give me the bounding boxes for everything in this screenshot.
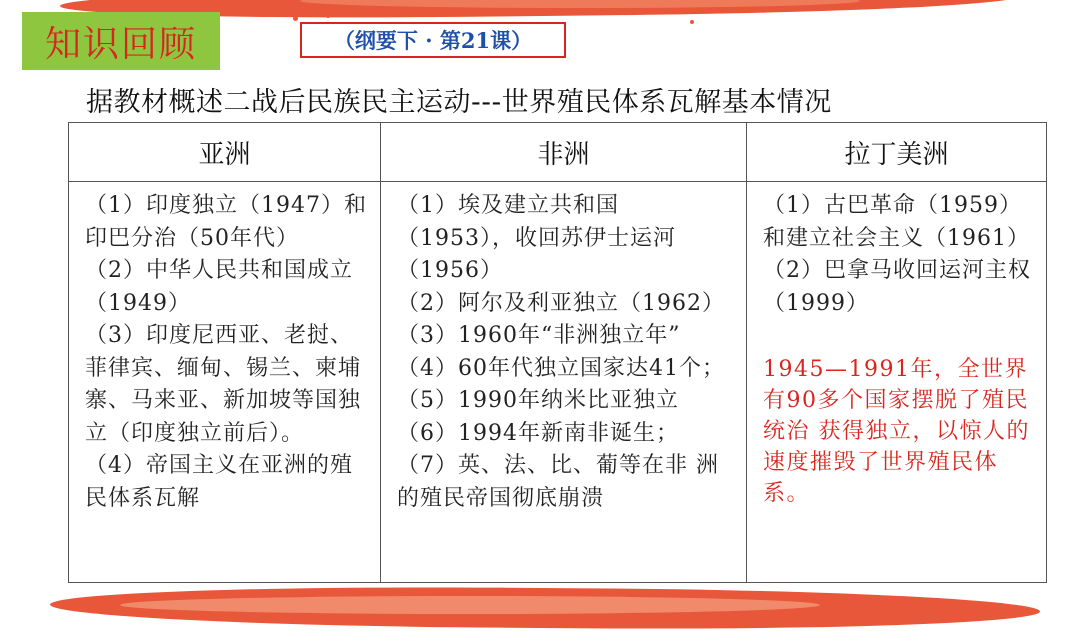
latin-item: （1）古巴革命（1959）和建立社会主义（1961） bbox=[763, 193, 1030, 251]
review-label: 知识回顾 bbox=[44, 23, 197, 65]
africa-item: （3）1960年“非洲独立年” bbox=[397, 323, 681, 348]
lesson-label-box bbox=[300, 22, 566, 58]
header-latin-america: 拉丁美洲 bbox=[747, 123, 1047, 182]
decor-dot bbox=[326, 14, 330, 18]
bottom-brush-highlight bbox=[120, 596, 820, 614]
africa-item: （7）英、法、比、葡等在非 洲的殖民帝国彻底崩溃 bbox=[397, 453, 719, 511]
latin-item: （2）巴拿马收回运河主权（1999） bbox=[763, 258, 1031, 316]
asia-item: （3）印度尼西亚、老挝、菲律宾、缅甸、锡兰、柬埔寨、马来亚、新加坡等国独立（印度独立前后）。 bbox=[85, 323, 362, 446]
asia-item: （1）印度独立（1947）和印巴分治（50年代） bbox=[85, 193, 367, 251]
africa-item: （5）1990年纳米比亚独立 bbox=[397, 388, 679, 413]
africa-cell bbox=[381, 182, 747, 583]
asia-cell bbox=[69, 182, 381, 583]
review-label-box bbox=[22, 12, 220, 70]
lesson-label: （纲要下 · 第21课） bbox=[333, 28, 533, 53]
latin-summary-note: 1945—1991年，全世界有90多个国家摆脱了殖民统治 获得独立，以惊人的速度摧毁了世界殖民体系。 bbox=[763, 357, 1030, 506]
header-africa: 非洲 bbox=[381, 123, 747, 182]
decor-dot bbox=[293, 16, 298, 21]
table-header-row bbox=[69, 123, 1047, 182]
asia-item: （4）帝国主义在亚洲的殖民体系瓦解 bbox=[85, 453, 353, 511]
header-asia: 亚洲 bbox=[69, 123, 381, 182]
asia-item: （2）中华人民共和国成立（1949） bbox=[85, 258, 353, 316]
table-row bbox=[69, 182, 1047, 583]
decor-dot bbox=[690, 20, 694, 24]
africa-item: （2）阿尔及利亚独立（1962） bbox=[397, 290, 725, 316]
africa-item: （4）60年代独立国家达41个； bbox=[397, 355, 725, 381]
decolonization-table bbox=[68, 122, 1047, 583]
africa-item: （6）1994年新南非诞生； bbox=[397, 420, 679, 446]
latin-america-cell bbox=[747, 182, 1047, 583]
africa-item: （1）埃及建立共和国（1953），收回苏伊士运河（1956） bbox=[397, 193, 676, 283]
slide-heading: 据教材概述二战后民族民主运动---世界殖民体系瓦解基本情况 bbox=[86, 87, 832, 118]
